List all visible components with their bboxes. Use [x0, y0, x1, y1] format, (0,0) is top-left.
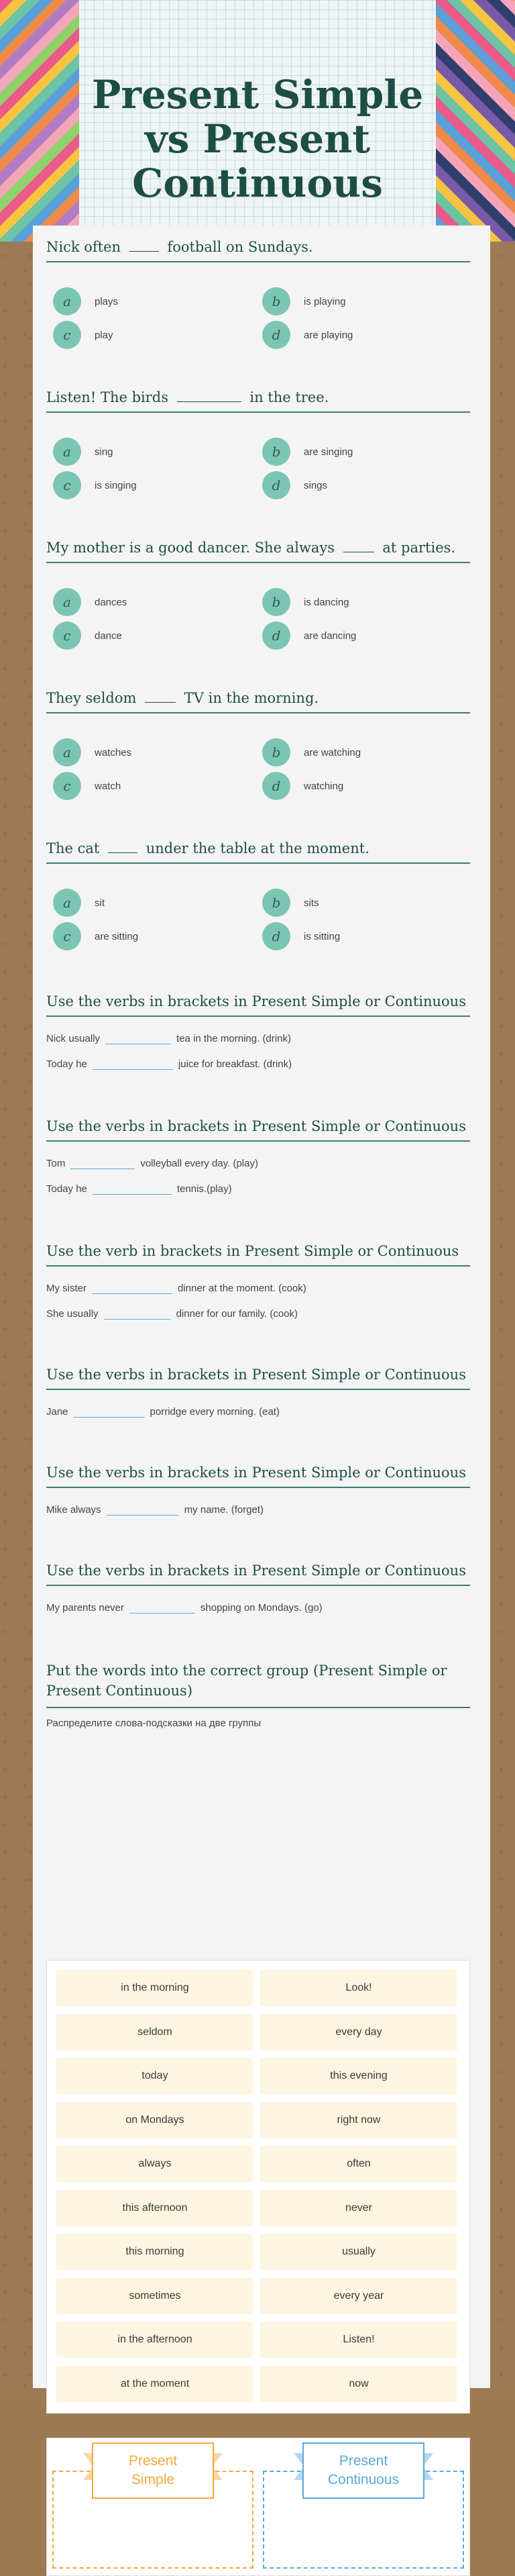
question-text [46, 540, 470, 563]
section-heading: Use the verbs in brackets in Present Simple or Continuous [46, 1367, 470, 1390]
question-text [46, 690, 470, 713]
option-label: is dancing [304, 596, 349, 608]
word-tile[interactable]: this evening [260, 2058, 457, 2094]
sentence-end: porridge every morning. (eat) [150, 1406, 280, 1418]
sentence-end: tennis.(play) [176, 1183, 232, 1195]
instruction-text: Распределите слова-подсказки на две группы [46, 1718, 262, 1729]
answer-option[interactable] [262, 889, 319, 917]
question-text-before: Nick often [46, 239, 125, 255]
section-heading: Use the verbs in brackets in Present Simple or Continuous [46, 1465, 470, 1488]
option-label: sings [304, 479, 328, 491]
word-tile[interactable]: this afternoon [56, 2190, 253, 2226]
answer-option[interactable] [262, 287, 346, 315]
answer-option[interactable] [262, 772, 343, 800]
option-label: are dancing [304, 630, 357, 642]
answer-option[interactable] [53, 922, 138, 950]
fill-in-sentence [46, 1031, 291, 1044]
question-text [46, 840, 470, 864]
option-letter-badge: b [262, 438, 290, 466]
question-text-after: TV in the morning. [180, 690, 319, 706]
answer-input-field[interactable] [104, 1306, 171, 1320]
option-letter-badge: b [262, 889, 290, 917]
question-block [46, 389, 470, 524]
option-letter-badge: c [53, 922, 81, 950]
option-label: are sitting [95, 930, 139, 942]
option-label: play [95, 329, 113, 341]
sentence-start: Today he [46, 1058, 87, 1070]
answer-blank [343, 540, 374, 552]
header-banner [0, 0, 515, 242]
question-text [46, 239, 470, 262]
answer-input-field[interactable] [93, 1056, 173, 1070]
option-letter-badge: c [53, 321, 81, 349]
word-tile[interactable]: usually [260, 2234, 457, 2270]
option-label: are playing [304, 329, 353, 341]
option-label: dances [95, 596, 127, 608]
answer-input-field[interactable] [74, 1404, 145, 1418]
word-tile[interactable]: every day [260, 2014, 457, 2050]
option-letter-badge: a [53, 438, 81, 466]
option-label: dance [95, 630, 122, 642]
group-label: Present Continuous [302, 2442, 424, 2499]
option-letter-badge: d [262, 321, 290, 349]
question-text-after: in the tree. [245, 389, 329, 405]
option-letter-badge: a [53, 588, 81, 616]
fill-in-sentence [46, 1181, 232, 1195]
sentence-end: volleyball every day. (play) [140, 1158, 258, 1169]
answer-input-field[interactable] [70, 1156, 135, 1169]
answer-option[interactable] [262, 438, 353, 466]
word-tile[interactable]: every year [260, 2278, 457, 2314]
fill-in-section [46, 1563, 470, 1663]
option-letter-badge: a [53, 287, 81, 315]
option-label: watching [304, 780, 344, 792]
answer-option[interactable] [53, 738, 131, 766]
sentence-end: dinner at the moment. (cook) [178, 1283, 306, 1294]
sentence-end: my name. (forget) [184, 1504, 264, 1516]
option-label: watches [95, 746, 132, 758]
section-heading: Use the verbs in brackets in Present Simple or Continuous [46, 1563, 470, 1586]
fill-in-section [46, 1367, 470, 1467]
section-heading: Use the verbs in brackets in Present Simple or Continuous [46, 1118, 470, 1142]
drop-target-area [46, 2438, 470, 2576]
answer-option[interactable] [53, 438, 113, 466]
option-label: sits [304, 897, 319, 909]
option-letter-badge: b [262, 287, 290, 315]
question-text-before: The cat [46, 840, 105, 856]
answer-option[interactable] [53, 622, 122, 650]
sentence-start: Nick usually [46, 1033, 101, 1044]
sentence-start: Today he [46, 1183, 87, 1195]
sentence-start: My parents never [46, 1602, 124, 1614]
question-text-before: My mother is a good dancer. She always [46, 540, 339, 556]
word-tile[interactable]: always [56, 2146, 253, 2182]
option-letter-badge: a [53, 889, 81, 917]
question-text-before: They seldom [46, 690, 141, 706]
answer-input-field[interactable] [107, 1502, 179, 1516]
sentence-start: She usually [46, 1308, 99, 1320]
section-heading: Use the verb in brackets in Present Simple or Continuous [46, 1243, 470, 1267]
sentence-start: Mike always [46, 1504, 101, 1516]
option-letter-badge: d [262, 772, 290, 800]
answer-blank [129, 240, 159, 252]
word-tile[interactable]: never [260, 2190, 457, 2226]
option-letter-badge: d [262, 922, 290, 950]
answer-option[interactable] [53, 471, 137, 499]
word-tile[interactable]: this morning [56, 2234, 253, 2270]
fill-in-sentence [46, 1056, 292, 1070]
section-heading: Put the words into the correct group (Present Simple or Present Continuous) [46, 1661, 470, 1708]
word-tile[interactable]: Listen! [260, 2322, 457, 2358]
sentence-start: Tom [46, 1158, 66, 1169]
answer-input-field[interactable] [129, 1600, 195, 1614]
fill-in-sentence [46, 1156, 258, 1169]
word-tile[interactable]: on Mondays [56, 2102, 253, 2138]
option-label: sing [95, 446, 113, 458]
group-label: Present Simple [92, 2442, 214, 2499]
fill-in-section [46, 993, 470, 1094]
option-letter-badge: c [53, 471, 81, 499]
fill-in-section [46, 1465, 470, 1565]
decorative-stripes-right [436, 0, 515, 242]
sentence-end: shopping on Mondays. (go) [200, 1602, 323, 1614]
option-letter-badge: c [53, 772, 81, 800]
option-letter-badge: b [262, 738, 290, 766]
answer-option[interactable] [53, 287, 118, 315]
answer-option[interactable] [262, 622, 356, 650]
option-letter-badge: a [53, 738, 81, 766]
question-text [46, 389, 470, 413]
word-bank [46, 1960, 470, 2414]
sentence-end: tea in the morning. (drink) [176, 1033, 291, 1044]
option-letter-badge: c [53, 622, 81, 650]
option-label: are watching [304, 746, 361, 758]
answer-blank [108, 841, 137, 853]
question-text-after: at parties. [378, 540, 456, 556]
sentence-start: My sister [46, 1283, 87, 1294]
question-text-after: football on Sundays. [162, 239, 313, 255]
question-text-after: under the table at the moment. [141, 840, 369, 856]
option-label: watch [95, 780, 121, 792]
sentence-end: juice for breakfast. (drink) [178, 1058, 292, 1070]
option-label: sit [95, 897, 105, 909]
section-heading: Use the verbs in brackets in Present Simple or Continuous [46, 993, 470, 1017]
answer-option[interactable] [262, 738, 361, 766]
word-tile[interactable]: right now [260, 2102, 457, 2138]
word-tile[interactable]: now [260, 2366, 457, 2402]
option-label: is singing [95, 479, 137, 491]
decorative-stripes-left [0, 0, 79, 242]
word-tile[interactable]: at the moment [56, 2366, 253, 2402]
answer-option[interactable] [262, 922, 340, 950]
sentence-end: dinner for our family. (cook) [176, 1308, 298, 1320]
word-tile[interactable]: often [260, 2146, 457, 2182]
answer-input-field[interactable] [92, 1281, 172, 1294]
fill-in-sentence [46, 1404, 280, 1418]
option-letter-badge: d [262, 471, 290, 499]
answer-option[interactable] [262, 588, 349, 616]
option-label: is playing [304, 295, 346, 307]
page-title: Present Simple vs Present Continuous [91, 72, 424, 206]
answer-option[interactable] [262, 471, 327, 499]
answer-option[interactable] [53, 772, 121, 800]
answer-blank [145, 691, 176, 703]
option-letter-badge: b [262, 588, 290, 616]
word-tile[interactable]: Look! [260, 1970, 457, 2006]
question-text-before: Listen! The birds [46, 389, 173, 405]
fill-in-section [46, 1118, 470, 1219]
option-label: are singing [304, 446, 353, 458]
answer-blank [177, 390, 241, 402]
question-block [46, 840, 470, 975]
answer-option[interactable] [262, 321, 353, 349]
word-tile[interactable]: in the afternoon [56, 2322, 253, 2358]
answer-option[interactable] [53, 889, 105, 917]
option-letter-badge: d [262, 622, 290, 650]
word-tile[interactable]: sometimes [56, 2278, 253, 2314]
word-tile[interactable]: today [56, 2058, 253, 2094]
option-label: is sitting [304, 930, 341, 942]
fill-in-sentence [46, 1306, 298, 1320]
word-tile[interactable]: seldom [56, 2014, 253, 2050]
worksheet-card [33, 226, 490, 2487]
fill-in-sentence [46, 1502, 264, 1516]
question-block [46, 690, 470, 824]
word-tile[interactable]: in the morning [56, 1970, 253, 2006]
fill-in-sentence [46, 1281, 306, 1294]
grouping-section [46, 1661, 470, 1729]
sentence-start: Jane [46, 1406, 68, 1418]
question-block [46, 540, 470, 674]
answer-option[interactable] [53, 588, 127, 616]
answer-input-field[interactable] [93, 1181, 172, 1195]
question-block [46, 239, 470, 373]
option-label: plays [95, 295, 119, 307]
fill-in-sentence [46, 1600, 323, 1614]
answer-option[interactable] [53, 321, 113, 349]
answer-input-field[interactable] [105, 1031, 171, 1044]
fill-in-section [46, 1243, 470, 1344]
